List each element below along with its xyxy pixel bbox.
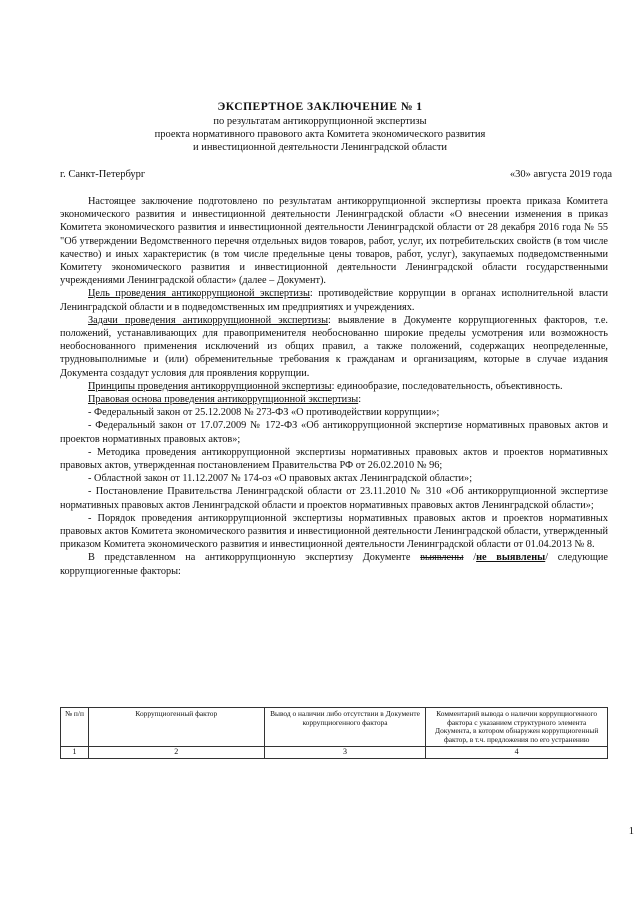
legal-item: - Федеральный закон от 25.12.2008 № 273-ФЗ «О противодействии коррупции»; xyxy=(88,407,440,419)
legal-item: - Методика проведения антикоррупционной экспертизы нормативных правовых актов и проектов нормативных правовых актов, утвержденная постановлением Правительства РФ от 26.02.2010 № 96; xyxy=(60,446,608,472)
selected-option: не выявлены xyxy=(476,552,546,564)
subtitle-line-1: по результатам антикоррупционной экспертизы xyxy=(213,116,427,127)
principles-label: Принципы проведения антикоррупционной экспертизы xyxy=(88,380,332,392)
slash: / xyxy=(463,552,477,564)
table-header-row xyxy=(61,708,608,747)
column-number: 2 xyxy=(88,747,264,759)
tasks-label: Задачи проведения антикоррупционной экспертизы xyxy=(88,314,329,326)
tasks-paragraph xyxy=(60,314,608,380)
legal-basis-label: Правовая основа проведения антикоррупционной экспертизы xyxy=(88,394,359,406)
slash: / xyxy=(545,552,549,564)
conclusion-prefix: В представленном на антикоррупционную экспертизу Документе xyxy=(88,552,421,564)
principles-paragraph xyxy=(60,380,608,393)
header-cell-conclusion: Вывод о наличии либо отсутствии в Документе коррупциогенного фактора xyxy=(264,708,426,747)
document-date: «30» августа 2019 года xyxy=(509,169,612,180)
column-number: 3 xyxy=(264,747,426,759)
goal-label: Цель проведения антикоррупционой экспертизы xyxy=(88,288,310,300)
legal-item: - Областной закон от 11.12.2007 № 174-оз «О правовых актах Ленинградской области»; xyxy=(88,473,473,485)
subtitle-line-3: и инвестиционной деятельности Ленинградской области xyxy=(192,142,448,153)
document-body xyxy=(60,195,608,578)
principles-text: : единообразие, последовательность, объективность. xyxy=(331,380,563,392)
legal-basis-colon: : xyxy=(358,394,362,406)
header-cell-number: № п/п xyxy=(61,708,89,747)
header-cell-comment: Комментарий вывода о наличии коррупциогенного фактора с указанием структурного элемента Документа, в котором обнаружен коррупциогенный фактор, в т.ч. предложения по его устранению xyxy=(426,708,608,747)
place: г. Санкт-Петербург xyxy=(60,169,146,180)
page-number: 1 xyxy=(628,826,634,837)
column-number: 1 xyxy=(61,747,89,759)
struck-option: выявлены xyxy=(420,552,464,564)
header-cell-factor: Коррупциогенный фактор xyxy=(88,708,264,747)
factors-table xyxy=(60,707,608,759)
table-number-row xyxy=(61,747,608,759)
goal-paragraph xyxy=(60,287,608,313)
conclusion-suffix: следующие коррупциогенные факторы: xyxy=(60,552,609,577)
legal-basis-heading xyxy=(60,393,608,406)
intro-paragraph: Настоящее заключение подготовлено по результатам антикоррупционной экспертизы проекта приказа Комитета экономического развития и инвестиционной деятельности Ленинградской области «О внесении изменения в приказ Комитета экономического развития и инвестиционной деятельности Ленинградской области от 28 декабря 2016 года № 55 "Об утверждении Ведомственного перечня отдельных видов товаров, работ, услуг, их потребительских свойств (в том числе качество) и иных характеристик (в том числе предельные цены товаров, работ, услуг), закупаемых подведомственными Комитету экономического развития и инвестиционной деятельности Ленинградской области государственными учреждениями Ленинградской области» (далее – Документ). xyxy=(60,196,608,287)
legal-item: - Порядок проведения антикоррупционной экспертизы нормативных правовых актов и проектов нормативных правовых актов Комитета экономического развития и инвестиционной деятельности Ленинградской области, утвержденный приказом Комитета экономического развития и инвестиционной деятельности Ленинградской области от 01.04.2013 № 8. xyxy=(60,512,608,551)
tasks-text: : выявление в Документе коррупциогенных факторов, т.е. положений, устанавливающих для правоприменителя необоснованно широкие пределы усмотрения или возможность необоснованного применения исключений из общих правил, а также положений, содержащих неопределенные, трудновыполнимые и (или) обременительные требования к гражданам и организациям, которые в случае издания Документа создадут условия для проявления коррупции. xyxy=(60,314,608,379)
legal-item: - Постановление Правительства Ленинградской области от 23.11.2010 № 310 «Об антикоррупционной экспертизе нормативных правовых актов Ленинградской области и проектов нормативных правовых актов Ленинградской области»; xyxy=(60,486,608,511)
goal-text: : противодействие коррупции в органах исполнительной власти Ленинградской области и в подведомственных им предприятиях и учреждениях. xyxy=(60,288,608,313)
subtitle-line-2: проекта нормативного правового акта Комитета экономического развития xyxy=(154,129,486,140)
document-title: ЭКСПЕРТНОЕ ЗАКЛЮЧЕНИЕ № 1 xyxy=(217,101,423,113)
conclusion-paragraph xyxy=(60,551,608,577)
legal-item: - Федеральный закон от 17.07.2009 № 172-ФЗ «Об антикоррупционной экспертизе нормативных правовых актов и проектов нормативных правовых актов»; xyxy=(60,420,608,445)
column-number: 4 xyxy=(426,747,608,759)
